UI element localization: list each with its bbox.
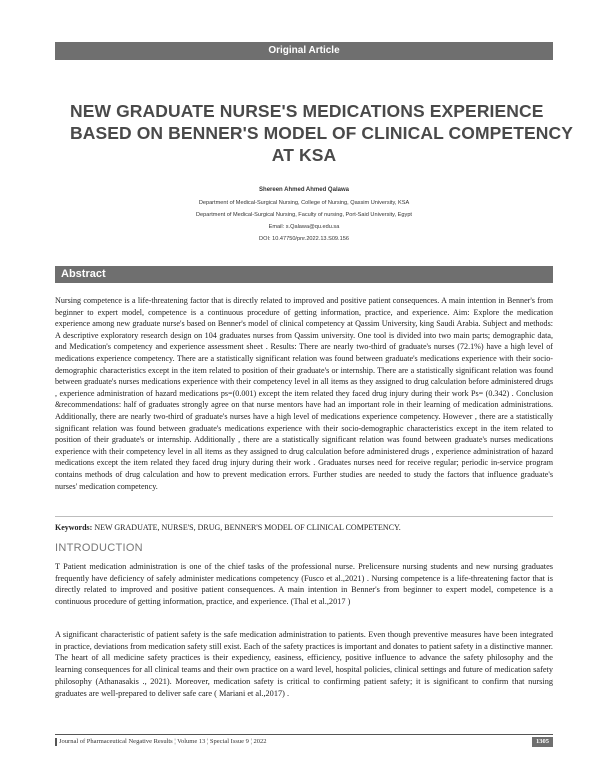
doi[interactable]: DOI: 10.47750/pnr.2022.13.S09.156 <box>259 236 349 242</box>
article-title <box>70 100 574 166</box>
title-line: AT KSA <box>271 145 337 165</box>
title-line: NEW GRADUATE NURSE'S MEDICATIONS EXPERIENCE <box>70 101 544 121</box>
footer-divider <box>55 734 553 735</box>
keywords-divider <box>55 516 553 517</box>
keywords <box>55 523 553 532</box>
article-type-banner <box>55 42 553 60</box>
footer-mark <box>55 738 57 746</box>
affiliation-1: Department of Medical-Surgical Nursing, College of Nursing, Qassim University, KSA <box>198 200 410 206</box>
author-name: Shereen Ahmed Ahmed Qalawa <box>259 187 349 193</box>
abstract-heading-bar <box>55 266 553 283</box>
keywords-text: NEW GRADUATE, NURSE'S, DRUG, BENNER'S MODEL OF CLINICAL COMPETENCY. <box>94 523 401 532</box>
title-line: BASED ON BENNER'S MODEL OF CLINICAL COMPETENCY <box>70 123 574 143</box>
article-type-label: Original Article <box>268 45 340 56</box>
introduction-paragraph-2: A significant characteristic of patient safety is the safe medication administration to patients. Even though preventive measures have been integrated in practice, deviations from medication safety still exist. Each of the safety practices is important and donates to patient safety in a distinctive manner. The heart of all medicine safety practices is their expediency, easiness, efficiency, positive influence to advance the safety philosophy and the learning consequences for all clinical teams and their own practice on a ward level, hospital policies, clinical settings and future of medication safety philosophy (Athanasakis ., 2021). Moreover, medication safety is critical to confirming patient safety; it is significant to confirm that nursing graduates are well-prepared to deliver safe care ( Mariani et al.,2017) . <box>55 630 553 698</box>
affiliation-2: Department of Medical-Surgical Nursing, Faculty of nursing, Port-Said University, Egypt <box>196 212 412 218</box>
author-email[interactable]: Email: s.Qalawa@qu.edu.sa <box>268 224 340 230</box>
author-block <box>60 184 548 245</box>
abstract-heading: Abstract <box>61 268 106 280</box>
page-number: 1305 <box>532 737 553 747</box>
introduction-paragraph-1: T Patient medication administration is one of the chief tasks of the professional nurse. Prelicensure nursing students and new nursing graduates frequently have deficiency of safely administer medications competency (Fusco et al.,2021) . Nursing competence is a life-threatening factor that is directly related to improved and positive patient consequences. A main intention in Benner's from beginner to expert model, competence is a continuous procedure of getting information, practice, and experience. (Thal et al.,2017 ) <box>55 562 553 607</box>
keywords-label: Keywords: <box>55 523 93 532</box>
footer-journal: Journal of Pharmaceutical Negative Results ¦ Volume 13 ¦ Special Issue 9 ¦ 2022 <box>59 738 267 745</box>
abstract-text: Nursing competence is a life-threatening factor that is directly related to improved and positive patient consequences. A main intention in Benner's from beginner to expert model, competence is a continuous procedure of getting information, practice, and experience. Aim: Explore the medication experience among new graduate nurse's based on Benner's model of clinical competency at Qassim University, king Saudi Arabia. Subject and methods: A descriptive exploratory research design on 104 graduates nurses from Qassim university. One tool is divided into two main parts; demographic data, and Medication's competency and experience assessment sheet . Results: There are nearly two-third of graduate's nurses (72.1%) have a high level of medications experience competency. There are a statistically significant relation was found between graduate's medications experience with their socio-demographic characteristics except in the item related to position of their graduate's or internship. There are a statistically significant relation was found between graduate's nurses medications experience with their competency level in all items as they assigned to drug calculation before administered drugs , experience administration of hazard medications ps=(0.001) except the item related they faced drug injury during their work Ps= (0.342) . Conclusion &recommendations: half of graduates strongly agree on that nurse mentors have had an important role in their learning of medication administrations. Additionally, there are nearly two-third of graduate's nurses have a high level of medications experience competency. However , there are a statistically significant relation was found between graduate's medications experience with their socio-demographic characteristics except in the item related to position of their graduate's or internship. Additionally , there are a statistically significant relation was found between graduate's nurses medications experience with their competency level in all items as they assigned to drug calculation before administered drugs , experience administration of hazard medications except the item related they faced drug injury during their work . Graduates nurses need for receive regular; periodic in-service program contains methods of drug calculation and how to prevent medication errors. Further studies are needed to study the factors that influence graduate's nurses' medication competency. <box>55 296 553 491</box>
page-footer <box>55 736 553 748</box>
introduction-heading: INTRODUCTION <box>55 542 143 554</box>
